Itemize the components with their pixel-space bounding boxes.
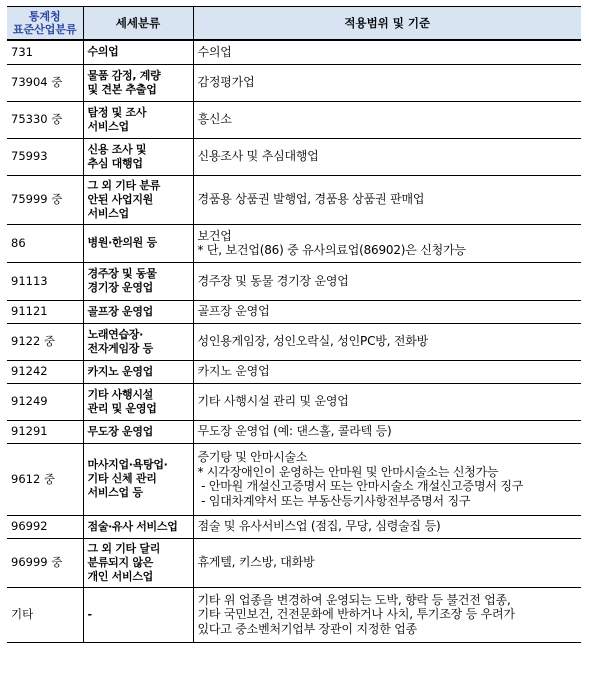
detail-class-line: 물품 감정, 계량	[87, 68, 161, 82]
industry-code-cell: 96999 중	[7, 538, 83, 587]
detail-class-cell	[83, 443, 193, 515]
detail-class-cell	[83, 420, 193, 443]
industry-code-cell: 75993	[7, 138, 83, 175]
detail-class-line: 기타 사행시설	[87, 387, 153, 401]
detail-class-line: 서비스업	[87, 206, 129, 220]
detail-class-cell	[83, 224, 193, 262]
industry-code-cell: 기타	[7, 587, 83, 642]
detail-class-line: -	[87, 607, 92, 621]
detail-class-cell	[83, 101, 193, 138]
detail-class-line: 분류되지 않은	[87, 555, 153, 569]
scope-line: 기타 사행시설 관리 및 운영업	[197, 394, 349, 409]
table-row	[7, 224, 581, 262]
scope-cell	[193, 175, 581, 224]
industry-code-cell: 9122 중	[7, 323, 83, 360]
detail-class-line: 서비스업 등	[87, 486, 143, 499]
table-row	[7, 383, 581, 420]
table-body	[7, 40, 581, 642]
scope-line: 무도장 운영업 (예: 댄스홀, 콜라텍 등)	[197, 424, 392, 439]
table-row	[7, 443, 581, 515]
table-row	[7, 360, 581, 383]
scope-line: - 안마원 개설신고증명서 또는 안마시술소 개설신고증명서 징구	[197, 479, 524, 493]
scope-cell	[193, 587, 581, 642]
scope-line: 증기탕 및 안마시술소	[197, 450, 308, 464]
scope-cell	[193, 224, 581, 262]
scope-cell	[193, 300, 581, 323]
scope-line: 휴게텔, 키스방, 대화방	[197, 555, 315, 570]
detail-class-cell	[83, 323, 193, 360]
table-row	[7, 262, 581, 300]
industry-classification-table	[7, 6, 581, 643]
scope-line: 신용조사 및 추심대행업	[197, 149, 319, 164]
detail-class-cell	[83, 300, 193, 323]
industry-code-cell: 91121	[7, 300, 83, 323]
table-row	[7, 420, 581, 443]
scope-line: 카지노 운영업	[197, 364, 270, 379]
detail-class-line: 및 견본 추출업	[87, 82, 157, 96]
scope-line: 경주장 및 동물 경기장 운영업	[197, 273, 349, 288]
scope-line: 수의업	[197, 45, 232, 59]
scope-cell	[193, 40, 581, 64]
scope-cell	[193, 420, 581, 443]
detail-class-line: 그 외 기타 분류	[87, 178, 161, 192]
table-header	[7, 7, 581, 41]
header-detail-class: 세세분류	[83, 7, 193, 41]
scope-cell	[193, 138, 581, 175]
detail-class-line: 그 외 기타 달리	[87, 541, 161, 555]
detail-class-line: 병원·한의원 등	[87, 236, 157, 249]
scope-line: 기타 국민보건, 건전문화에 반하거나 사치, 투기조장 등 우려가	[197, 607, 515, 622]
detail-class-cell	[83, 538, 193, 587]
detail-class-line: 골프장 운영업	[87, 304, 153, 318]
table-row	[7, 515, 581, 538]
detail-class-cell	[83, 40, 193, 64]
detail-class-cell	[83, 138, 193, 175]
industry-classification-table-container	[7, 6, 581, 643]
detail-class-line: 경주장 및 동물	[87, 267, 157, 280]
detail-class-cell	[83, 515, 193, 538]
table-row	[7, 64, 581, 101]
table-row	[7, 300, 581, 323]
industry-code-cell: 91291	[7, 420, 83, 443]
table-row	[7, 323, 581, 360]
detail-class-line: 탐정 및 조사	[87, 105, 147, 119]
table-row	[7, 175, 581, 224]
scope-cell	[193, 262, 581, 300]
header-scope: 적용범위 및 기준	[193, 7, 581, 41]
header-standard-code	[7, 7, 83, 41]
scope-cell	[193, 360, 581, 383]
industry-code-cell: 91249	[7, 383, 83, 420]
scope-cell	[193, 101, 581, 138]
scope-cell	[193, 515, 581, 538]
detail-class-line: 점술·유사 서비스업	[87, 519, 178, 533]
industry-code-cell: 75330 중	[7, 101, 83, 138]
detail-class-line: 개인 서비스업	[87, 569, 153, 583]
detail-class-line: 수의업	[87, 45, 119, 59]
header-row	[7, 7, 581, 41]
scope-line: 있다고 중소벤처기업부 장관이 지정한 업종	[197, 621, 418, 636]
scope-line: - 임대차계약서 또는 부동산등기사항전부증명서 징구	[197, 493, 471, 508]
scope-line: 골프장 운영업	[197, 304, 270, 319]
detail-class-line: 전자게임장 등	[87, 341, 153, 355]
scope-cell	[193, 443, 581, 515]
scope-line: * 시각장애인이 운영하는 안마원 및 안마시술소는 신청가능	[197, 464, 499, 479]
industry-code-cell: 73904 중	[7, 64, 83, 101]
detail-class-line: 마사지업·욕탕업·	[87, 458, 168, 471]
detail-class-cell	[83, 64, 193, 101]
detail-class-line: 서비스업	[87, 119, 129, 133]
industry-code-cell: 86	[7, 224, 83, 262]
scope-line: * 단, 보건업(86) 중 유사의료업(86902)은 신청가능	[197, 243, 466, 257]
detail-class-line: 안된 사업지원	[87, 192, 153, 206]
industry-code-cell: 75999 중	[7, 175, 83, 224]
detail-class-cell	[83, 383, 193, 420]
scope-line: 경품용 상품권 발행업, 경품용 상품권 판매업	[197, 192, 425, 207]
scope-line: 기타 위 업종을 변경하여 운영되는 도박, 향락 등 불건전 업종,	[197, 592, 511, 607]
detail-class-line: 노래연습장·	[87, 327, 144, 341]
industry-code-cell: 9612 중	[7, 443, 83, 515]
scope-cell	[193, 64, 581, 101]
scope-line: 감정평가업	[197, 75, 255, 90]
scope-line: 성인용게임장, 성인오락실, 성인PC방, 전화방	[197, 334, 429, 349]
industry-code-cell: 731	[7, 40, 83, 64]
header-standard-code-line1: 통계청	[28, 10, 61, 23]
detail-class-cell	[83, 360, 193, 383]
detail-class-line: 추심 대행업	[87, 156, 143, 170]
detail-class-line: 기타 신체 관리	[87, 472, 157, 485]
detail-class-cell	[83, 262, 193, 300]
table-row	[7, 40, 581, 64]
detail-class-line: 신용 조사 및	[87, 142, 147, 156]
table-row	[7, 538, 581, 587]
table-row	[7, 138, 581, 175]
detail-class-line: 관리 및 운영업	[87, 401, 157, 415]
scope-cell	[193, 383, 581, 420]
detail-class-line: 카지노 운영업	[87, 364, 153, 378]
scope-cell	[193, 538, 581, 587]
scope-line: 보건업	[197, 228, 232, 243]
detail-class-line: 무도장 운영업	[87, 424, 153, 438]
scope-cell	[193, 323, 581, 360]
table-row	[7, 587, 581, 642]
table-row	[7, 101, 581, 138]
scope-line: 흥신소	[197, 112, 232, 127]
industry-code-cell: 96992	[7, 515, 83, 538]
industry-code-cell: 91113	[7, 262, 83, 300]
header-standard-code-line2: 표준산업분류	[12, 23, 77, 36]
detail-class-cell	[83, 175, 193, 224]
industry-code-cell: 91242	[7, 360, 83, 383]
scope-line: 점술 및 유사서비스업 (점집, 무당, 심령술집 등)	[197, 519, 441, 534]
detail-class-cell	[83, 587, 193, 642]
detail-class-line: 경기장 운영업	[87, 281, 153, 294]
